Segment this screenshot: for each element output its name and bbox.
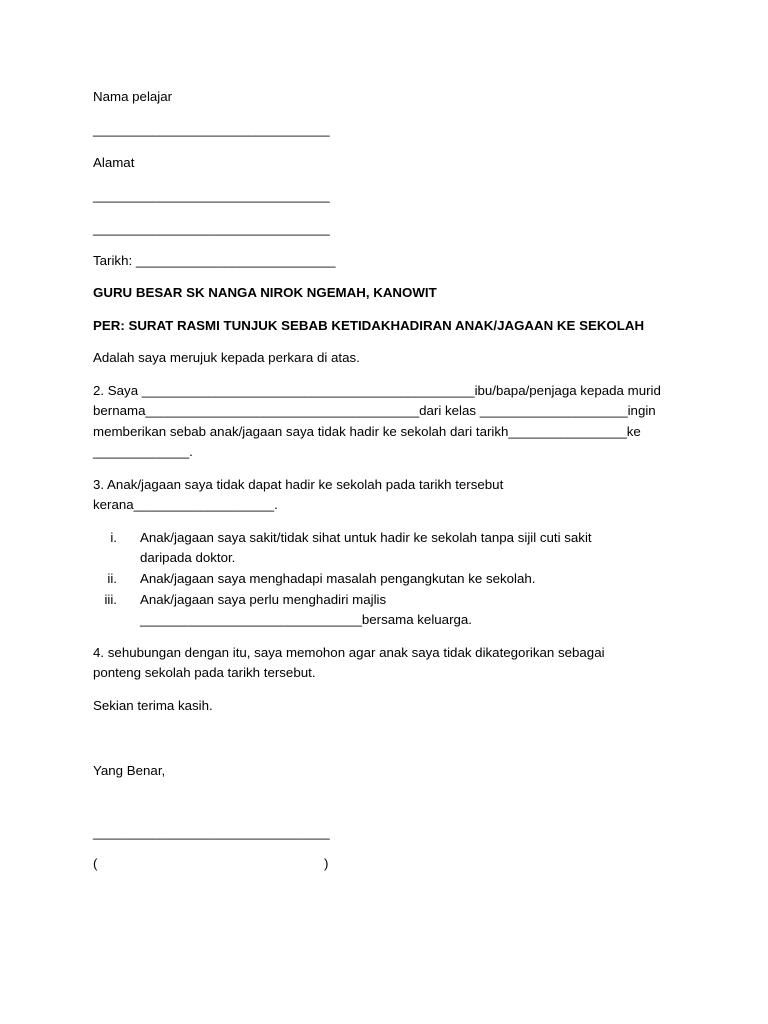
- reason-1-line1: Anak/jagaan saya sakit/tidak sihat untuk hadir ke sekolah tanpa sijil cuti sakit: [140, 530, 592, 545]
- para2-line3: memberikan sebab anak/jagaan saya tidak hadir ke sekolah dari tarikh________________ke: [93, 424, 641, 439]
- para4-line1: 4. sehubungan dengan itu, saya memohon agar anak saya tidak dikategorikan sebagai: [93, 645, 605, 660]
- tarikh-line: Tarikh: ___________________________: [93, 253, 336, 268]
- nama-pelajar-line: ________________________________: [93, 122, 330, 137]
- name-bracket-open: (: [93, 856, 98, 871]
- alamat-line-1: ________________________________: [93, 188, 330, 203]
- opening-paragraph: Adalah saya merujuk kepada perkara di atas.: [93, 350, 360, 365]
- reason-number: ii.: [107, 571, 117, 586]
- reason-2-line1: Anak/jagaan saya menghadapi masalah pengangkutan ke sekolah.: [140, 571, 536, 586]
- name-bracket-close: ): [324, 856, 329, 871]
- reason-3-line2: ______________________________bersama keluarga.: [140, 612, 472, 627]
- signoff: Yang Benar,: [93, 763, 166, 778]
- alamat-label: Alamat: [93, 155, 135, 170]
- signature-line: ________________________________: [93, 825, 330, 840]
- reason-3-line1: Anak/jagaan saya perlu menghadiri majlis: [140, 592, 387, 607]
- closing: Sekian terima kasih.: [93, 698, 213, 713]
- para4-line2: ponteng sekolah pada tarikh tersebut.: [93, 665, 316, 680]
- para2-line4: _____________.: [93, 444, 193, 459]
- reason-1-line2: daripada doktor.: [140, 550, 236, 565]
- para3-line2: kerana___________________.: [93, 497, 278, 512]
- subject: PER: SURAT RASMI TUNJUK SEBAB KETIDAKHADIRAN ANAK/JAGAAN KE SEKOLAH: [93, 318, 645, 333]
- reason-number: i.: [110, 530, 117, 545]
- para2-line2: bernama_____________________________________dari kelas ____________________ingin: [93, 403, 656, 418]
- recipient: GURU BESAR SK NANGA NIROK NGEMAH, KANOWIT: [93, 285, 437, 300]
- para2-line1: 2. Saya _____________________________________________ibu/bapa/penjaga kepada murid: [93, 383, 661, 398]
- nama-pelajar-label: Nama pelajar: [93, 89, 173, 104]
- para3-line1: 3. Anak/jagaan saya tidak dapat hadir ke sekolah pada tarikh tersebut: [93, 477, 504, 492]
- alamat-line-2: ________________________________: [93, 221, 330, 236]
- reason-number: iii.: [104, 592, 117, 607]
